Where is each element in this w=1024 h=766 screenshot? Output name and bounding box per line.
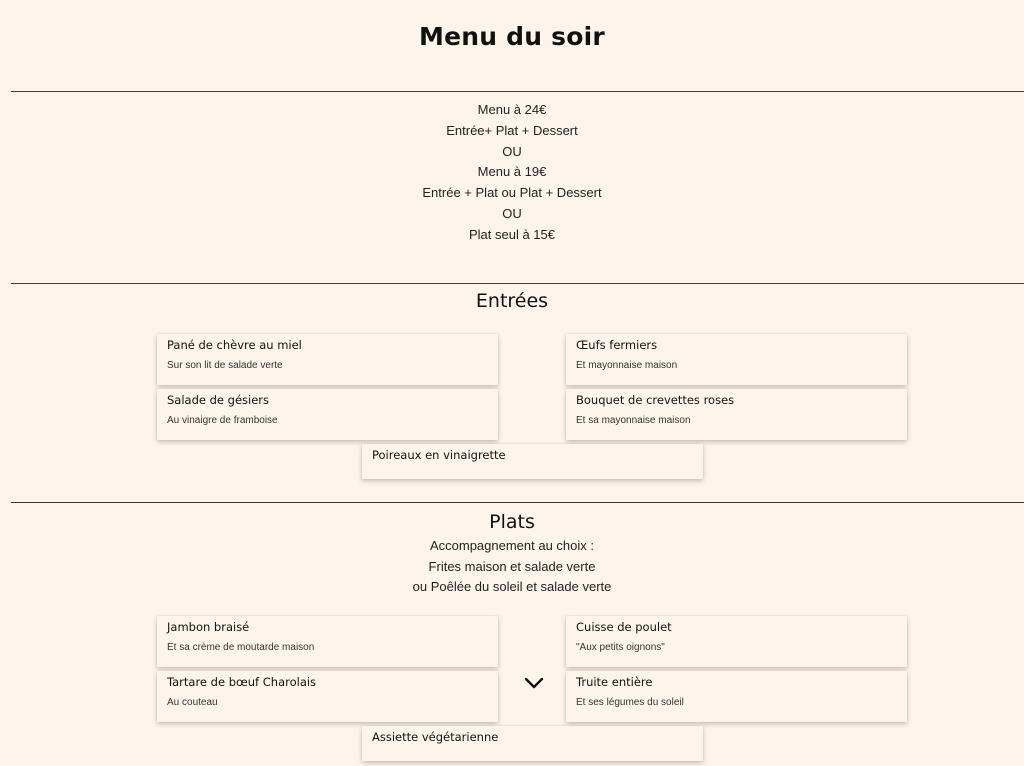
dish-name: Poireaux en vinaigrette <box>372 448 506 462</box>
pricing-line: Entrée+ Plat + Dessert <box>446 122 578 138</box>
dish-name: Bouquet de crevettes roses <box>576 393 735 407</box>
dish-name: Cuisse de poulet <box>576 620 672 634</box>
divider-plats <box>11 502 1024 503</box>
dish-description: Au couteau <box>167 697 218 708</box>
dish-description: Et ses légumes du soleil <box>576 697 684 708</box>
menu-card-entree <box>157 389 498 440</box>
side-dish-note <box>0 536 1024 598</box>
note-line: ou Poêlée du soleil et salade verte <box>412 579 612 594</box>
divider-top <box>11 91 1024 92</box>
dish-description: Et mayonnaise maison <box>576 360 678 371</box>
pricing-line: Menu à 24€ <box>477 102 547 117</box>
note-line: Accompagnement au choix : <box>429 538 595 553</box>
dish-name: Jambon braisé <box>167 620 250 634</box>
dish-description: Et sa mayonnaise maison <box>576 415 691 426</box>
pricing-line: Plat seul à 15€ <box>468 226 555 242</box>
note-line: Frites maison et salade verte <box>428 558 596 574</box>
section-title-entrees: Entrées <box>475 290 549 312</box>
pricing-line: OU <box>502 205 522 221</box>
page-title: Menu du soir <box>419 22 605 51</box>
divider-entrees <box>11 283 1024 284</box>
dish-description: "Aux petits oignons" <box>576 642 665 653</box>
dish-description: Et sa crème de moutarde maison <box>167 642 315 653</box>
dish-name: Assiette végétarienne <box>372 730 499 744</box>
dish-name: Salade de gésiers <box>167 393 270 407</box>
pricing-line: Entrée + Plat ou Plat + Dessert <box>422 185 602 201</box>
menu-card-plat <box>157 671 498 722</box>
menu-card-plat <box>157 616 498 667</box>
menu-card-entree <box>566 389 907 440</box>
menu-card-plat <box>566 616 907 667</box>
dish-name: Pané de chèvre au miel <box>167 338 302 352</box>
dish-description: Sur son lit de salade verte <box>167 360 283 371</box>
menu-card-plat <box>566 671 907 722</box>
menu-card-plat <box>362 726 703 761</box>
section-title-plats: Plats <box>489 511 535 533</box>
menu-card-entree <box>157 334 498 385</box>
pricing-block <box>0 100 1024 246</box>
dish-name: Œufs fermiers <box>576 338 658 352</box>
dish-name: Truite entière <box>576 675 653 689</box>
dish-description: Au vinaigre de framboise <box>167 415 278 426</box>
chevron-down-icon[interactable] <box>522 672 546 694</box>
menu-card-entree <box>362 444 703 479</box>
menu-card-entree <box>566 334 907 385</box>
pricing-line: OU <box>502 143 522 159</box>
dish-name: Tartare de bœuf Charolais <box>167 675 317 689</box>
pricing-line: Menu à 19€ <box>477 164 547 180</box>
